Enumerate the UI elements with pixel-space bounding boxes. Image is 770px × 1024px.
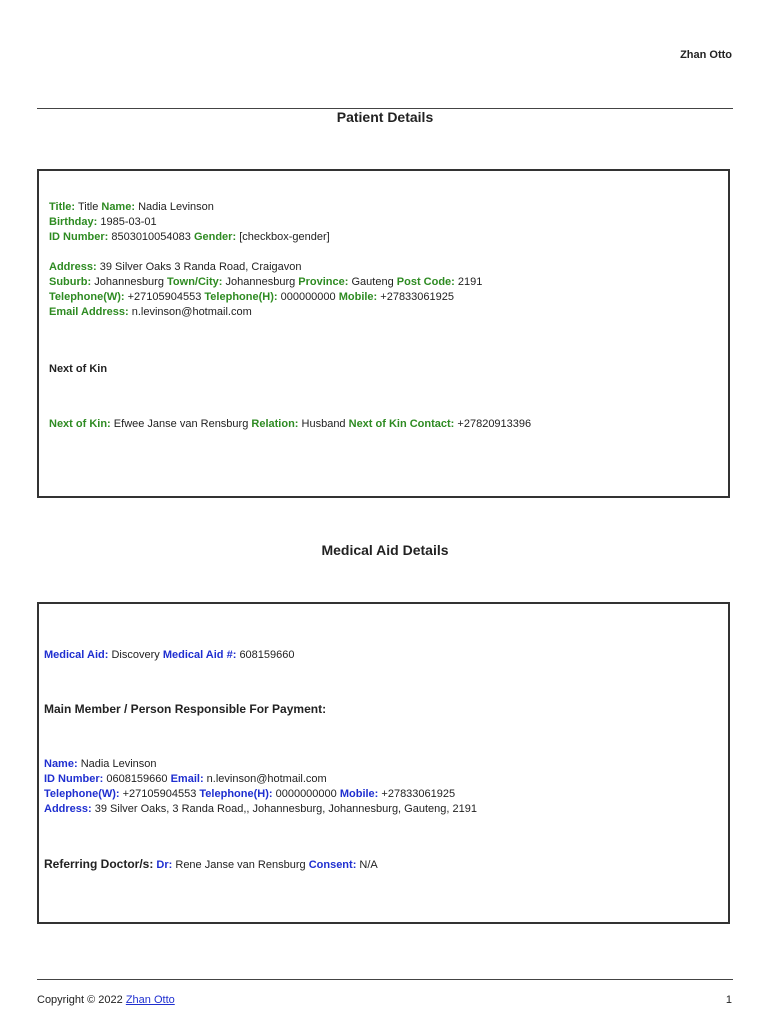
member-tel-w-label: Telephone(W): bbox=[44, 788, 120, 800]
next-of-kin-heading: Next of Kin bbox=[49, 363, 108, 375]
main-member-heading: Main Member / Person Responsible For Payment: bbox=[44, 702, 327, 716]
member-tel-h-label: Telephone(H): bbox=[199, 788, 273, 800]
kin-contact-value: +27820913396 bbox=[457, 418, 532, 430]
telephone-row bbox=[49, 290, 454, 305]
gender-value: [checkbox-gender] bbox=[239, 231, 330, 243]
referring-doctor-row bbox=[44, 857, 378, 873]
copyright-text: Copyright © 2022 bbox=[37, 994, 123, 1006]
member-id-label: ID Number: bbox=[44, 773, 104, 785]
member-mobile-label: Mobile: bbox=[339, 788, 379, 800]
page-number: 1 bbox=[725, 994, 732, 1006]
kin-contact-label: Next of Kin Contact: bbox=[348, 418, 455, 430]
postcode-value: 2191 bbox=[457, 276, 483, 288]
address-value: 39 Silver Oaks 3 Randa Road, Craigavon bbox=[99, 261, 302, 273]
medical-aid-row bbox=[44, 648, 295, 663]
header-author: Zhan Otto bbox=[680, 49, 732, 61]
member-id-row bbox=[44, 772, 327, 787]
patient-details-box bbox=[37, 169, 730, 498]
mobile-value: +27833061925 bbox=[380, 291, 454, 303]
consent-value: N/A bbox=[359, 859, 378, 871]
member-id-value: 0608159660 bbox=[106, 773, 168, 785]
id-label: ID Number: bbox=[49, 231, 109, 243]
aid-value: Discovery bbox=[111, 649, 160, 661]
member-name-row bbox=[44, 757, 157, 772]
email-label: Email Address: bbox=[49, 306, 129, 318]
relation-label: Relation: bbox=[251, 418, 299, 430]
doctor-label: Dr: bbox=[156, 859, 173, 871]
medical-aid-box bbox=[37, 602, 730, 924]
aid-number-value: 608159660 bbox=[239, 649, 295, 661]
town-value: Johannesburg bbox=[225, 276, 296, 288]
id-value: 8503010054083 bbox=[111, 231, 191, 243]
postcode-label: Post Code: bbox=[396, 276, 455, 288]
id-gender-row bbox=[49, 230, 330, 245]
member-address-value: 39 Silver Oaks, 3 Randa Road,, Johannesburg, Johannesburg, Gauteng, 2191 bbox=[94, 803, 477, 815]
name-value: Nadia Levinson bbox=[138, 201, 214, 213]
doctor-value: Rene Janse van Rensburg bbox=[175, 859, 306, 871]
tel-h-value: 000000000 bbox=[280, 291, 336, 303]
member-name-label: Name: bbox=[44, 758, 78, 770]
tel-w-label: Telephone(W): bbox=[49, 291, 125, 303]
member-mobile-value: +27833061925 bbox=[381, 788, 456, 800]
member-telephone-row bbox=[44, 787, 455, 802]
member-address-label: Address: bbox=[44, 803, 92, 815]
member-email-label: Email: bbox=[170, 773, 204, 785]
relation-value: Husband bbox=[301, 418, 346, 430]
kin-label: Next of Kin: bbox=[49, 418, 111, 430]
address-row bbox=[49, 260, 302, 275]
suburb-value: Johannesburg bbox=[94, 276, 164, 288]
town-label: Town/City: bbox=[167, 276, 223, 288]
member-tel-h-value: 0000000000 bbox=[275, 788, 337, 800]
province-label: Province: bbox=[298, 276, 349, 288]
name-label: Name: bbox=[101, 201, 135, 213]
tel-h-label: Telephone(H): bbox=[204, 291, 278, 303]
title-value: Title bbox=[77, 201, 99, 213]
birthday-row bbox=[49, 215, 157, 230]
footer-rule bbox=[37, 979, 733, 980]
medical-section-title: Medical Aid Details bbox=[321, 542, 449, 558]
member-name-value: Nadia Levinson bbox=[80, 758, 157, 770]
footer-copyright bbox=[37, 994, 175, 1006]
referring-doctor-heading: Referring Doctor/s: bbox=[44, 857, 154, 871]
consent-label: Consent: bbox=[308, 859, 357, 871]
address-label: Address: bbox=[49, 261, 97, 273]
email-value: n.levinson@hotmail.com bbox=[131, 306, 252, 318]
member-tel-w-value: +27105904553 bbox=[122, 788, 197, 800]
gender-label: Gender: bbox=[193, 231, 237, 243]
birthday-label: Birthday: bbox=[49, 216, 98, 228]
province-value: Gauteng bbox=[351, 276, 394, 288]
title-label: Title: bbox=[49, 201, 76, 213]
kin-value: Efwee Janse van Rensburg bbox=[113, 418, 249, 430]
tel-w-value: +27105904553 bbox=[127, 291, 202, 303]
email-row bbox=[49, 305, 252, 320]
title-name-row bbox=[49, 200, 214, 215]
mobile-label: Mobile: bbox=[338, 291, 378, 303]
aid-label: Medical Aid: bbox=[44, 649, 109, 661]
member-address-row bbox=[44, 802, 477, 817]
birthday-value: 1985-03-01 bbox=[100, 216, 157, 228]
footer-author-link[interactable]: Zhan Otto bbox=[125, 994, 175, 1006]
aid-number-label: Medical Aid #: bbox=[162, 649, 237, 661]
member-email-value: n.levinson@hotmail.com bbox=[206, 773, 327, 785]
patient-section-title: Patient Details bbox=[336, 109, 434, 125]
suburb-row bbox=[49, 275, 482, 290]
next-of-kin-row bbox=[49, 417, 531, 432]
suburb-label: Suburb: bbox=[49, 276, 92, 288]
